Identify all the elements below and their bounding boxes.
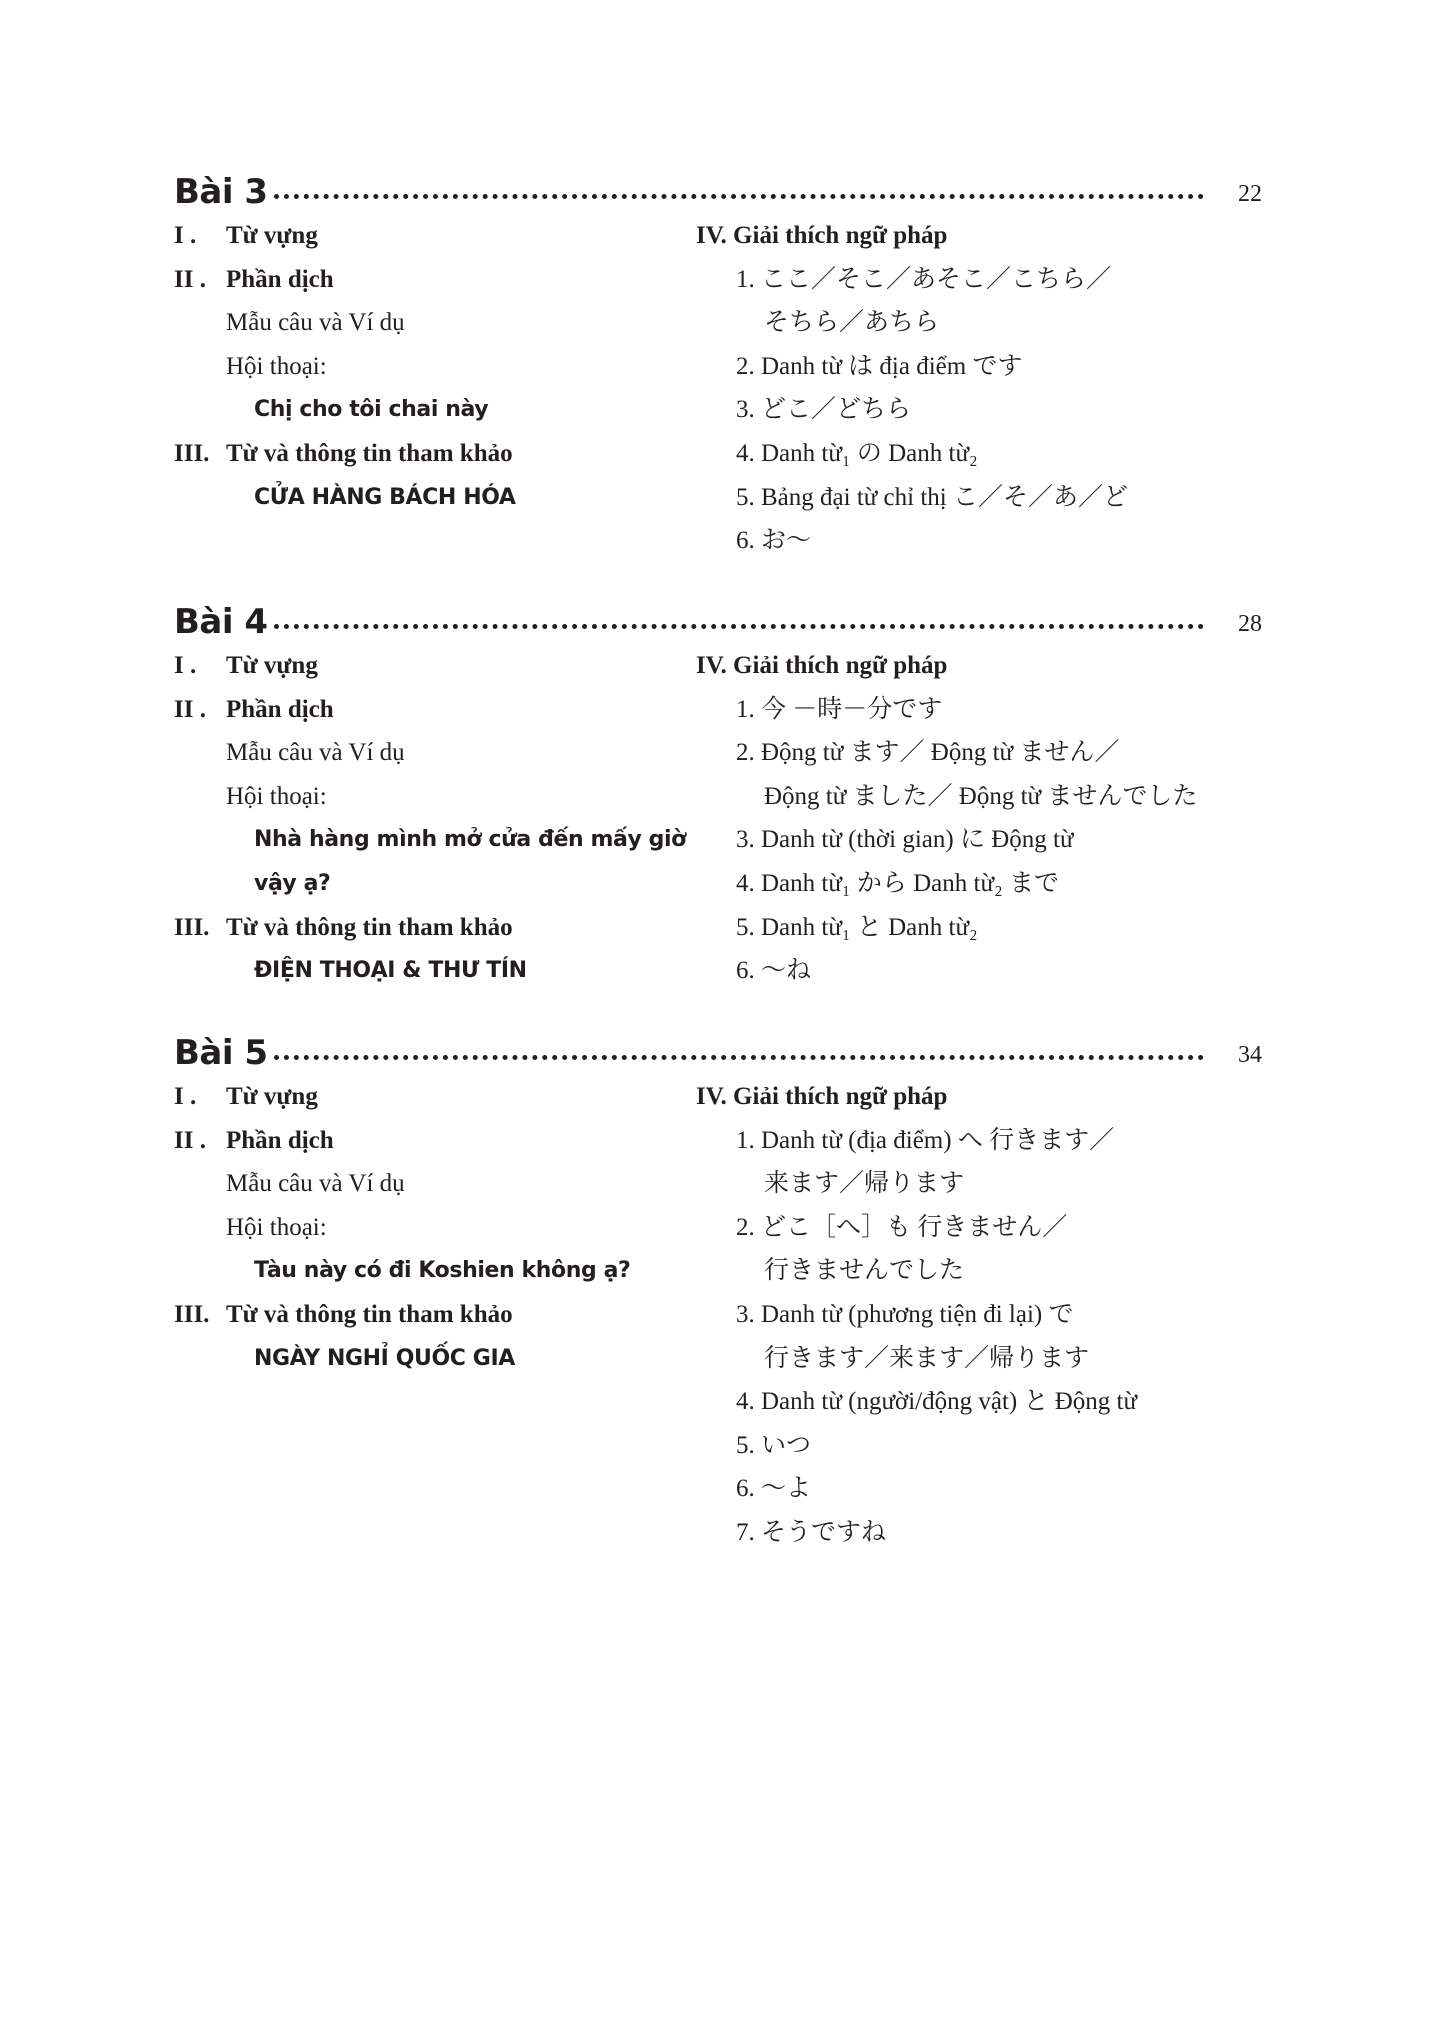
grammar-item: 2. Danh từ は địa điểm です — [736, 352, 1023, 380]
lesson-3 — [174, 170, 1262, 555]
dialogue-title: Chị cho tôi chai này — [254, 397, 489, 423]
page-number: 22 — [1238, 181, 1262, 207]
dialogue-title: Tàu này có đi Koshien không ạ? — [254, 1258, 631, 1284]
dot-leader — [274, 624, 1204, 629]
lesson-outline — [174, 214, 694, 519]
grammar-list — [696, 1075, 1262, 1555]
section-number: III. — [174, 439, 210, 467]
grammar-item: 1. 今 －時－分です — [736, 695, 943, 723]
section-vocabulary: Từ vựng — [226, 222, 318, 249]
grammar-item: 5. Danh từ₁ と Danh từ₂ — [736, 913, 978, 941]
section-number: II . — [174, 1126, 206, 1154]
section-number: III. — [174, 1300, 210, 1328]
lesson-header — [174, 170, 1262, 214]
section-number: I . — [174, 652, 197, 679]
reference-topic: NGÀY NGHỈ QUỐC GIA — [254, 1345, 515, 1371]
section-vocabulary: Từ vựng — [226, 652, 318, 679]
section-translation: Phần dịch — [226, 1126, 334, 1154]
reference-topic: ĐIỆN THOẠI & THƯ TÍN — [254, 958, 527, 984]
lesson-title: Bài 4 — [174, 602, 268, 642]
grammar-item-continuation: そちら／あちら — [764, 309, 940, 337]
grammar-item: 4. Danh từ (người/động vật) と Động từ — [736, 1388, 1138, 1416]
grammar-heading: IV. Giải thích ngữ pháp — [696, 222, 948, 249]
section-translation: Phần dịch — [226, 695, 334, 723]
grammar-item: 6. お～ — [736, 527, 812, 555]
subsection-patterns: Mẫu câu và Ví dụ — [226, 739, 405, 767]
lesson-header — [174, 600, 1262, 644]
section-translation: Phần dịch — [226, 265, 334, 293]
grammar-item: 2. どこ［へ］も 行きません／ — [736, 1213, 1068, 1241]
section-reference: Từ và thông tin tham khảo — [226, 439, 513, 467]
grammar-item: 3. Danh từ (phương tiện đi lại) で — [736, 1300, 1074, 1328]
section-number: II . — [174, 695, 206, 723]
grammar-heading: IV. Giải thích ngữ pháp — [696, 652, 948, 679]
lesson-title: Bài 5 — [174, 1033, 268, 1073]
page-number: 28 — [1238, 611, 1262, 637]
section-number: I . — [174, 1083, 197, 1110]
grammar-list — [696, 644, 1262, 993]
page-number: 34 — [1238, 1042, 1262, 1068]
grammar-item: 1. Danh từ (địa điểm) へ 行きます／ — [736, 1126, 1115, 1154]
grammar-item: 7. そうですね — [736, 1518, 887, 1546]
grammar-item: 5. Bảng đại từ chỉ thị こ／そ／あ／ど — [736, 483, 1128, 511]
subsection-dialogue: Hội thoại: — [226, 782, 327, 810]
section-number: I . — [174, 222, 197, 249]
grammar-item: 2. Động từ ます／ Động từ ません／ — [736, 739, 1120, 767]
grammar-item: 3. どこ／どちら — [736, 396, 912, 424]
grammar-heading: IV. Giải thích ngữ pháp — [696, 1083, 948, 1110]
dot-leader — [274, 1055, 1204, 1060]
grammar-item: 4. Danh từ₁ から Danh từ₂ まで — [736, 869, 1059, 897]
section-vocabulary: Từ vựng — [226, 1083, 318, 1110]
dot-leader — [274, 194, 1204, 199]
grammar-item-continuation: 行きます／来ます／帰ります — [764, 1344, 1090, 1372]
grammar-item-continuation: 来ます／帰ります — [764, 1170, 965, 1198]
section-number: III. — [174, 913, 210, 941]
lesson-title: Bài 3 — [174, 172, 268, 212]
lesson-outline — [174, 1075, 694, 1380]
lesson-4 — [174, 600, 1262, 985]
grammar-item: 4. Danh từ₁ の Danh từ₂ — [736, 439, 978, 467]
grammar-item: 6. ～ね — [736, 957, 812, 985]
lesson-5 — [174, 1031, 1262, 1546]
grammar-item-continuation: Động từ ました／ Động từ ませんでした — [764, 782, 1198, 810]
grammar-item: 5. いつ — [736, 1431, 812, 1459]
section-number: II . — [174, 265, 206, 293]
dialogue-title: Nhà hàng mình mở cửa đến mấy giờ — [254, 827, 686, 853]
grammar-item: 6. ～よ — [736, 1475, 812, 1503]
subsection-patterns: Mẫu câu và Ví dụ — [226, 1170, 405, 1198]
subsection-patterns: Mẫu câu và Ví dụ — [226, 309, 405, 337]
section-reference: Từ và thông tin tham khảo — [226, 913, 513, 941]
lesson-outline — [174, 644, 694, 993]
grammar-item: 1. ここ／そこ／あそこ／こちら／ — [736, 265, 1112, 293]
subsection-dialogue: Hội thoại: — [226, 1213, 327, 1241]
lesson-header — [174, 1031, 1262, 1075]
reference-topic: CỬA HÀNG BÁCH HÓA — [254, 484, 516, 510]
section-reference: Từ và thông tin tham khảo — [226, 1300, 513, 1328]
grammar-list — [696, 214, 1262, 563]
grammar-item: 3. Danh từ (thời gian) に Động từ — [736, 826, 1074, 854]
subsection-dialogue: Hội thoại: — [226, 352, 327, 380]
grammar-item-continuation: 行きませんでした — [764, 1257, 965, 1285]
dialogue-title-continuation: vậy ạ? — [254, 870, 331, 896]
